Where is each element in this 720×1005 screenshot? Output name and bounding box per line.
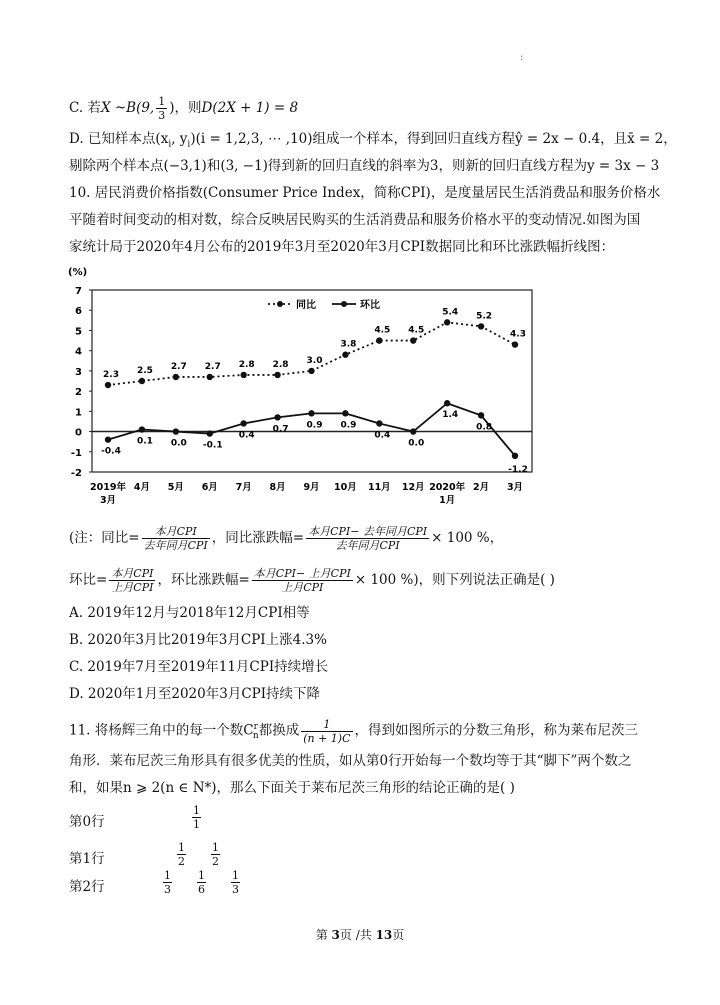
data-label: 4.5 [374,325,391,336]
series-point [240,420,246,426]
series-line-yoy [108,322,515,385]
data-label: 0.8 [476,422,493,433]
data-label: 0.7 [272,424,289,435]
data-label: 5.4 [442,307,459,318]
series-point [207,374,213,380]
data-label: 5.2 [476,311,493,322]
x-tick-label: 3月 [506,482,524,493]
triangle-row-label: 第2行 [69,879,105,895]
y-axis-label: (%) [68,267,88,278]
series-point [105,436,111,442]
series-point [240,372,246,378]
triangle-fraction: 1 2 [212,841,219,868]
y-tick-label: 7 [75,286,82,297]
x-tick-label: 11月 [367,482,391,493]
data-label: 0.4 [374,430,391,441]
x-tick-label: 2019年 3月 [90,482,126,506]
x-tick-label: 4月 [133,482,150,493]
y-tick-label: 4 [75,346,82,358]
triangle-fraction: 1 6 [198,869,205,896]
data-label: 3.8 [340,339,357,350]
series-point [376,337,382,343]
option-d: D. 2020年1月至2020年3月CPI持续下降 [69,686,321,702]
legend-marker [341,301,347,307]
series-point [274,414,280,420]
series-point [512,341,518,347]
q10-line3: 家统计局于2020年4月公布的2019年3月至2020年3月CPI数据同比和环比涨跌幅折线图： [69,239,615,255]
series-point [342,352,348,358]
triangle-fraction: 1 1 [193,804,200,831]
x-tick-label: 9月 [303,482,320,493]
option-a: A. 2019年12月与2018年12月CPI相等 [69,605,310,621]
series-point [173,374,179,380]
data-label: 2.8 [272,359,289,370]
series-point [173,428,179,434]
series-point [512,453,518,459]
corner-mark: : [520,52,524,63]
data-label: 2.5 [136,366,153,376]
legend-label: 环比 [360,300,380,311]
x-tick-label: 8月 [269,482,286,493]
y-tick-label: 2 [75,387,82,399]
x-tick-label: 12月 [401,482,425,493]
option-c-post: )，则 [169,100,202,116]
series-point [376,420,382,426]
triangle-row-label: 第0行 [69,814,105,830]
x-tick-label: 2020年 1月 [429,482,466,506]
series-point [139,378,145,384]
y-tick-label: 1 [75,407,82,419]
triangle-row-label: 第1行 [69,851,105,867]
data-label: 0.9 [306,420,323,431]
y-tick-label: 3 [75,366,82,378]
series-point [478,412,484,418]
x-tick-label: 5月 [167,482,184,493]
series-point [308,410,314,416]
data-label: 4.5 [408,325,425,336]
option-c-prefix: C. 若 [69,100,101,116]
page-footer: 第 3页 /共 13页 [315,928,405,942]
y-tick-label: -1 [70,447,82,459]
data-label: -0.1 [202,440,223,451]
series-point [444,400,450,406]
data-label: 2.7 [170,361,187,372]
option-d-line2: 剔除两个样本点(−3,1)和(3, −1)得到新的回归直线的斜率为3，则新的回归直线方程为y = 3x − 3 [69,158,660,174]
note-line2: 环比= $\frac{\text{本月CPI}}{\text{上月CPI}}$ ，环比涨跌幅= $\frac{\text{本月CPI− 上月CPI}}{\text{上月CPI}}$ × 100 %)，则下列说法正确是( ) [69,567,555,594]
option-c-distribution [69,95,298,122]
data-label: 2.7 [204,361,221,372]
y-tick-label: 0 [75,427,82,439]
data-label: 0.0 [408,438,425,449]
data-label: 0.0 [170,438,187,449]
option-d-line1: D. 已知样本点($x_i$, $y_i)(i = 1,2,3$, ⋯ ,10)组成一个样本，得到回归直线方程ŷ = 2x − 0.4，且x̄ = 2， [69,131,677,150]
series-point [274,372,280,378]
series-point [342,410,348,416]
cpi-line-chart [60,265,540,515]
x-tick-label: 7月 [235,482,252,493]
note-line1: (注：同比= $\frac{\text{本月CPI}}{\text{去年同月CPI}}$ ，同比涨跌幅= $\frac{\text{本月CPI− 去年同月CPI}}{\text{去年同月CPI}}$ × 100 %， [69,525,504,552]
x-tick-label: 6月 [201,482,218,493]
data-label: 2.3 [103,370,119,381]
q11-line2: 角形．莱布尼茨三角形具有很多优美的性质，如从第0行开始每一个数均等于其“脚下”两个数之 [69,753,632,769]
y-tick-label: 5 [75,326,82,338]
q11-line3: 和，如果n ⩾ 2(n ∈ N*)，那么下面关于莱布尼茨三角形的结论正确的是( ) [69,780,515,796]
option-c-math2: D(2X + 1) = 8 [201,100,299,116]
data-label: 1.4 [442,410,459,421]
data-label: 3.0 [306,355,323,366]
series-point [478,323,484,329]
series-point [410,337,416,343]
y-tick-label: 6 [75,306,82,318]
data-label: -1.2 [508,464,528,475]
data-label: -0.4 [101,446,121,457]
x-tick-label: 10月 [334,482,357,493]
data-label: 2.8 [238,359,255,370]
data-label: 0.9 [340,420,357,431]
q10-line1: 10. 居民消费价格指数(Consumer Price Index，简称CPI)，是度量居民生活消费品和服务价格水 [69,185,661,201]
legend-label: 同比 [296,300,316,311]
series-point [308,368,314,374]
data-label: 4.3 [510,329,526,340]
option-c-math: X ~B(9, [100,100,155,116]
triangle-fraction: 1 3 [232,869,239,896]
data-label: 0.1 [136,436,153,447]
series-point [410,428,416,434]
series-point [105,382,111,388]
series-point [139,426,145,432]
triangle-fraction: 1 2 [178,841,185,868]
x-tick-label: 2月 [473,482,490,493]
q11-line1: 11. 将杨辉三角中的每一个数$C^r_n$都换成 $\frac{1}{(n + 1)C}$ ，得到如图所示的分数三角形，称为莱布尼茨三 [69,717,638,745]
option-c-fraction: $\frac{1}{3}$ [158,95,166,122]
q10-line2: 平随着时间变动的相对数，综合反映居民购买的生活消费品和服务价格水平的变动情况.如图为国 [69,212,641,228]
series-point [207,430,213,436]
y-tick-label: -2 [70,468,82,479]
legend-marker [277,301,283,307]
option-b: B. 2020年3月比2019年3月CPI上涨4.3% [69,632,327,648]
triangle-fraction: 1 3 [164,869,171,896]
data-label: 0.4 [238,430,255,441]
option-c: C. 2019年7月至2019年11月CPI持续增长 [69,659,329,675]
plot-frame [92,290,532,472]
series-point [444,319,450,325]
